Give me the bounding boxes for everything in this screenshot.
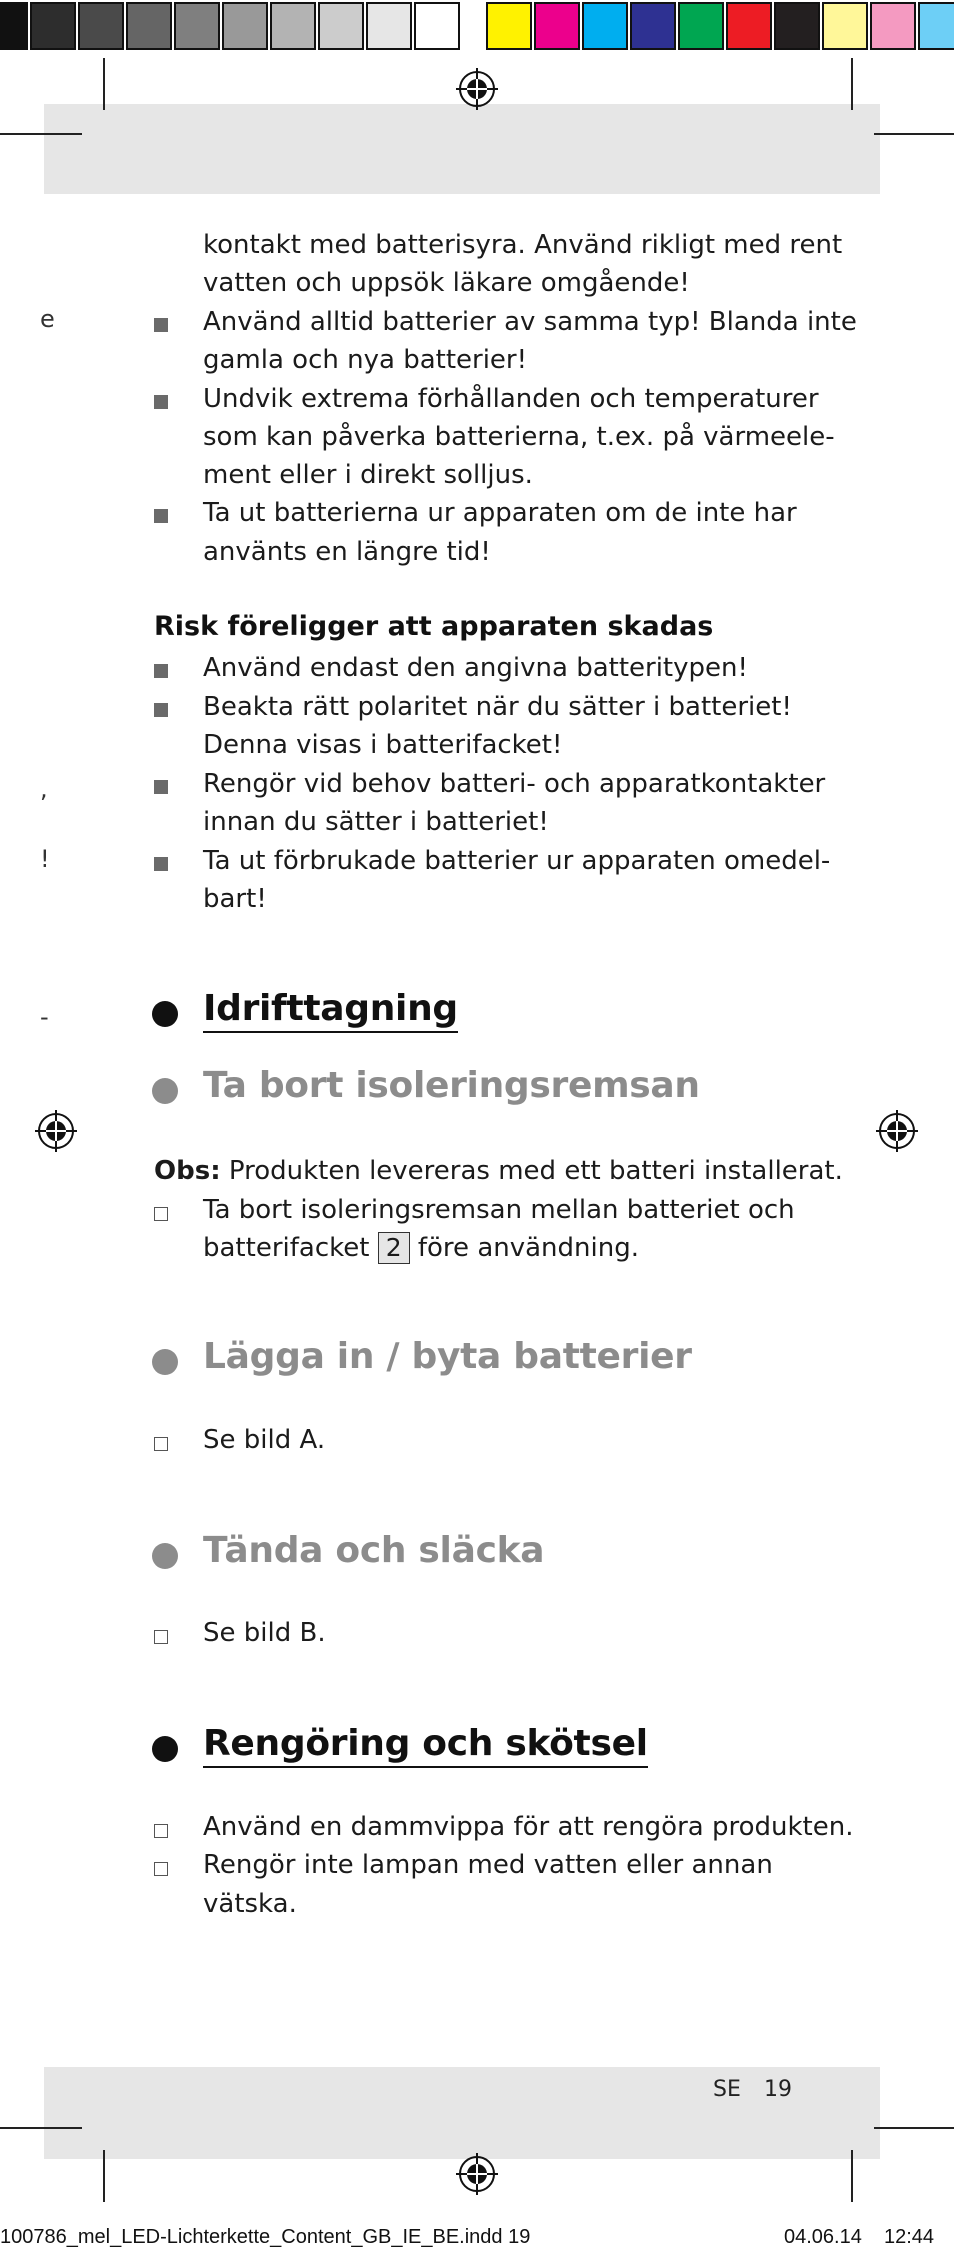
note-body: Produkten levereras med ett batteri installerat. (220, 1156, 843, 1186)
list-item: Använd endast den angivna batteritypen! (203, 653, 748, 683)
color-swatch (630, 2, 676, 50)
list-item (203, 1229, 639, 1268)
bullet-icon (154, 395, 168, 409)
gray-swatch (126, 2, 172, 50)
gray-swatch (366, 2, 412, 50)
page-language: SE (713, 2077, 741, 2102)
list-item: gamla och nya batterier! (203, 345, 528, 375)
edge-fragment: e (40, 305, 55, 333)
color-swatch (726, 2, 772, 50)
list-item: Beakta rätt polaritet när du sätter i batteriet! (203, 692, 792, 722)
list-item: Ta bort isoleringsremsan mellan batteriet och (203, 1195, 795, 1225)
color-swatch (534, 2, 580, 50)
section-heading-isolering: Ta bort isoleringsremsan (203, 1065, 700, 1106)
section-bullet-icon (152, 1078, 178, 1104)
gray-swatch (414, 2, 460, 50)
bullet-icon (154, 857, 168, 871)
registration-mark-top-icon (456, 68, 498, 110)
risk-heading: Risk föreligger att apparaten skadas (154, 611, 714, 642)
footer-time: 12:44 (884, 2226, 935, 2248)
note-label: Obs: (154, 1156, 221, 1186)
body-text: kontakt med batterisyra. Använd rikligt med rent (203, 230, 843, 260)
list-item: innan du sätter i batteriet! (203, 807, 549, 837)
section-heading-lagga: Lägga in / byta batterier (203, 1336, 692, 1377)
list-item: använts en längre tid! (203, 537, 491, 567)
list-item: Denna visas i batterifacket! (203, 730, 563, 760)
gray-swatch (270, 2, 316, 50)
list-item: Använd en dammvippa för att rengöra produkten. (203, 1812, 854, 1842)
footer-filename: 100786_mel_LED-Lichterkette_Content_GB_IE_BE.indd 19 (0, 2226, 531, 2248)
list-item: Rengör vid behov batteri- och apparatkontakter (203, 769, 826, 799)
list-item: Ta ut förbrukade batterier ur apparaten omedel- (203, 846, 831, 876)
section-heading-tanda: Tända och släcka (203, 1530, 545, 1571)
color-swatch (918, 2, 954, 50)
edge-fragment: - (40, 1003, 49, 1031)
gray-swatch (30, 2, 76, 50)
footer-band (44, 2067, 880, 2159)
bullet-icon (154, 703, 168, 717)
note-text (154, 1152, 843, 1191)
list-item: Se bild B. (203, 1618, 326, 1648)
body-text: vatten och uppsök läkare omgående! (203, 268, 690, 298)
bullet-icon (154, 664, 168, 678)
section-heading-idrifttagning: Idrifttagning (203, 988, 458, 1033)
registration-mark-right-icon (876, 1110, 918, 1152)
section-bullet-icon (152, 1001, 178, 1027)
section-bullet-icon (152, 1543, 178, 1569)
color-swatch (486, 2, 532, 50)
registration-mark-left-icon (35, 1110, 77, 1152)
list-item-text: batterifacket (203, 1233, 378, 1263)
list-item: ment eller i direkt solljus. (203, 460, 533, 490)
part-reference: 2 (378, 1232, 410, 1264)
header-band (44, 104, 880, 194)
gray-swatch (318, 2, 364, 50)
gray-swatch (78, 2, 124, 50)
list-item: bart! (203, 884, 267, 914)
checkbox-icon (154, 1207, 168, 1221)
checkbox-icon (154, 1437, 168, 1451)
bullet-icon (154, 780, 168, 794)
list-item: som kan påverka batterierna, t.ex. på värmeele- (203, 422, 835, 452)
gray-swatch (0, 2, 28, 50)
list-item: Se bild A. (203, 1425, 326, 1455)
list-item: Använd alltid batterier av samma typ! Blanda inte (203, 307, 857, 337)
checkbox-icon (154, 1862, 168, 1876)
gray-swatch (222, 2, 268, 50)
edge-fragment: , (40, 775, 48, 803)
edge-fragment: ! (40, 845, 50, 873)
checkbox-icon (154, 1824, 168, 1838)
list-item: vätska. (203, 1889, 297, 1919)
page-number: 19 (764, 2077, 792, 2102)
footer-date: 04.06.14 (784, 2226, 862, 2248)
color-swatch (822, 2, 868, 50)
gray-swatch (174, 2, 220, 50)
bullet-icon (154, 318, 168, 332)
color-swatch (678, 2, 724, 50)
section-bullet-icon (152, 1349, 178, 1375)
list-item: Rengör inte lampan med vatten eller annan (203, 1850, 773, 1880)
bullet-icon (154, 509, 168, 523)
color-swatch (870, 2, 916, 50)
checkbox-icon (154, 1630, 168, 1644)
list-item: Undvik extrema förhållanden och temperaturer (203, 384, 819, 414)
section-bullet-icon (152, 1736, 178, 1762)
list-item: Ta ut batterierna ur apparaten om de inte har (203, 498, 797, 528)
section-heading-rengoring: Rengöring och skötsel (203, 1723, 648, 1768)
registration-mark-bottom-icon (456, 2153, 498, 2195)
color-swatch (582, 2, 628, 50)
list-item-text: före användning. (409, 1233, 639, 1263)
color-swatch (774, 2, 820, 50)
